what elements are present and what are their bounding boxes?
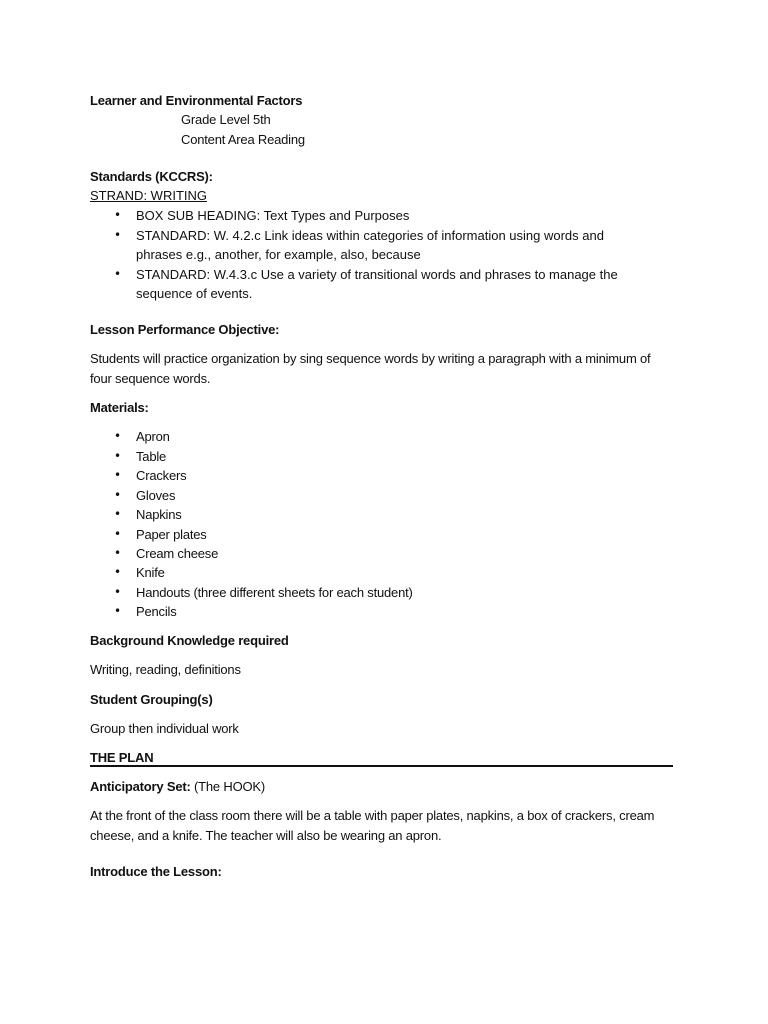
bullet-icon: • xyxy=(114,267,122,281)
materials-item: Knife xyxy=(136,565,165,580)
grouping-text: Group then individual work xyxy=(90,721,239,736)
bullet-icon: • xyxy=(114,507,122,521)
background-text: Writing, reading, definitions xyxy=(90,662,241,677)
bullet-icon: • xyxy=(114,429,122,443)
bullet-icon: • xyxy=(114,488,122,502)
standard-item: BOX SUB HEADING: Text Types and Purposes xyxy=(136,208,410,223)
objective-heading: Lesson Performance Objective: xyxy=(90,322,280,337)
bullet-icon: • xyxy=(114,449,122,463)
anticipatory-heading-rest: (The HOOK) xyxy=(190,779,265,794)
bullet-icon: • xyxy=(114,228,122,242)
materials-item: Table xyxy=(136,449,167,464)
materials-item: Pencils xyxy=(136,604,177,619)
materials-item: Handouts (three different sheets for each student) xyxy=(136,585,413,600)
materials-item: Crackers xyxy=(136,468,187,483)
bullet-icon: • xyxy=(114,604,122,618)
anticipatory-heading-bold: Anticipatory Set: xyxy=(90,779,191,794)
grade-level: Grade Level 5th xyxy=(181,112,271,127)
grouping-heading: Student Grouping(s) xyxy=(90,692,213,707)
background-heading: Background Knowledge required xyxy=(90,633,289,648)
standards-heading: Standards (KCCRS): xyxy=(90,169,213,184)
materials-item: Apron xyxy=(136,429,170,444)
bullet-icon: • xyxy=(114,546,122,560)
content-area: Content Area Reading xyxy=(181,132,305,147)
bullet-icon: • xyxy=(114,585,122,599)
bullet-icon: • xyxy=(114,468,122,482)
introduce-heading: Introduce the Lesson: xyxy=(90,864,222,879)
anticipatory-text: At the front of the class room there will be a table with paper plates, napkins, a box of crackers, cream xyxy=(90,808,655,823)
materials-item: Paper plates xyxy=(136,527,207,542)
bullet-icon: • xyxy=(114,208,122,222)
standard-item-continued: sequence of events. xyxy=(136,286,253,301)
bullet-icon: • xyxy=(114,527,122,541)
plan-heading: THE PLAN xyxy=(90,750,154,765)
materials-item: Gloves xyxy=(136,488,176,503)
materials-heading: Materials: xyxy=(90,400,149,415)
anticipatory-heading xyxy=(90,777,265,796)
section-divider xyxy=(90,765,673,767)
standard-item: STANDARD: W. 4.2.c Link ideas within categories of information using words and xyxy=(136,228,604,243)
materials-item: Cream cheese xyxy=(136,546,219,561)
standard-item: STANDARD: W.4.3.c Use a variety of transitional words and phrases to manage the xyxy=(136,267,618,282)
objective-text: Students will practice organization by sing sequence words by writing a paragraph with a minimum of xyxy=(90,351,651,366)
bullet-icon: • xyxy=(114,565,122,579)
anticipatory-text-continued: cheese, and a knife. The teacher will also be wearing an apron. xyxy=(90,828,442,843)
section-title: Learner and Environmental Factors xyxy=(90,93,303,108)
objective-text-continued: four sequence words. xyxy=(90,371,211,386)
materials-item: Napkins xyxy=(136,507,182,522)
standard-item-continued: phrases e.g., another, for example, also, because xyxy=(136,247,421,262)
strand-heading: STRAND: WRITING xyxy=(90,188,207,203)
